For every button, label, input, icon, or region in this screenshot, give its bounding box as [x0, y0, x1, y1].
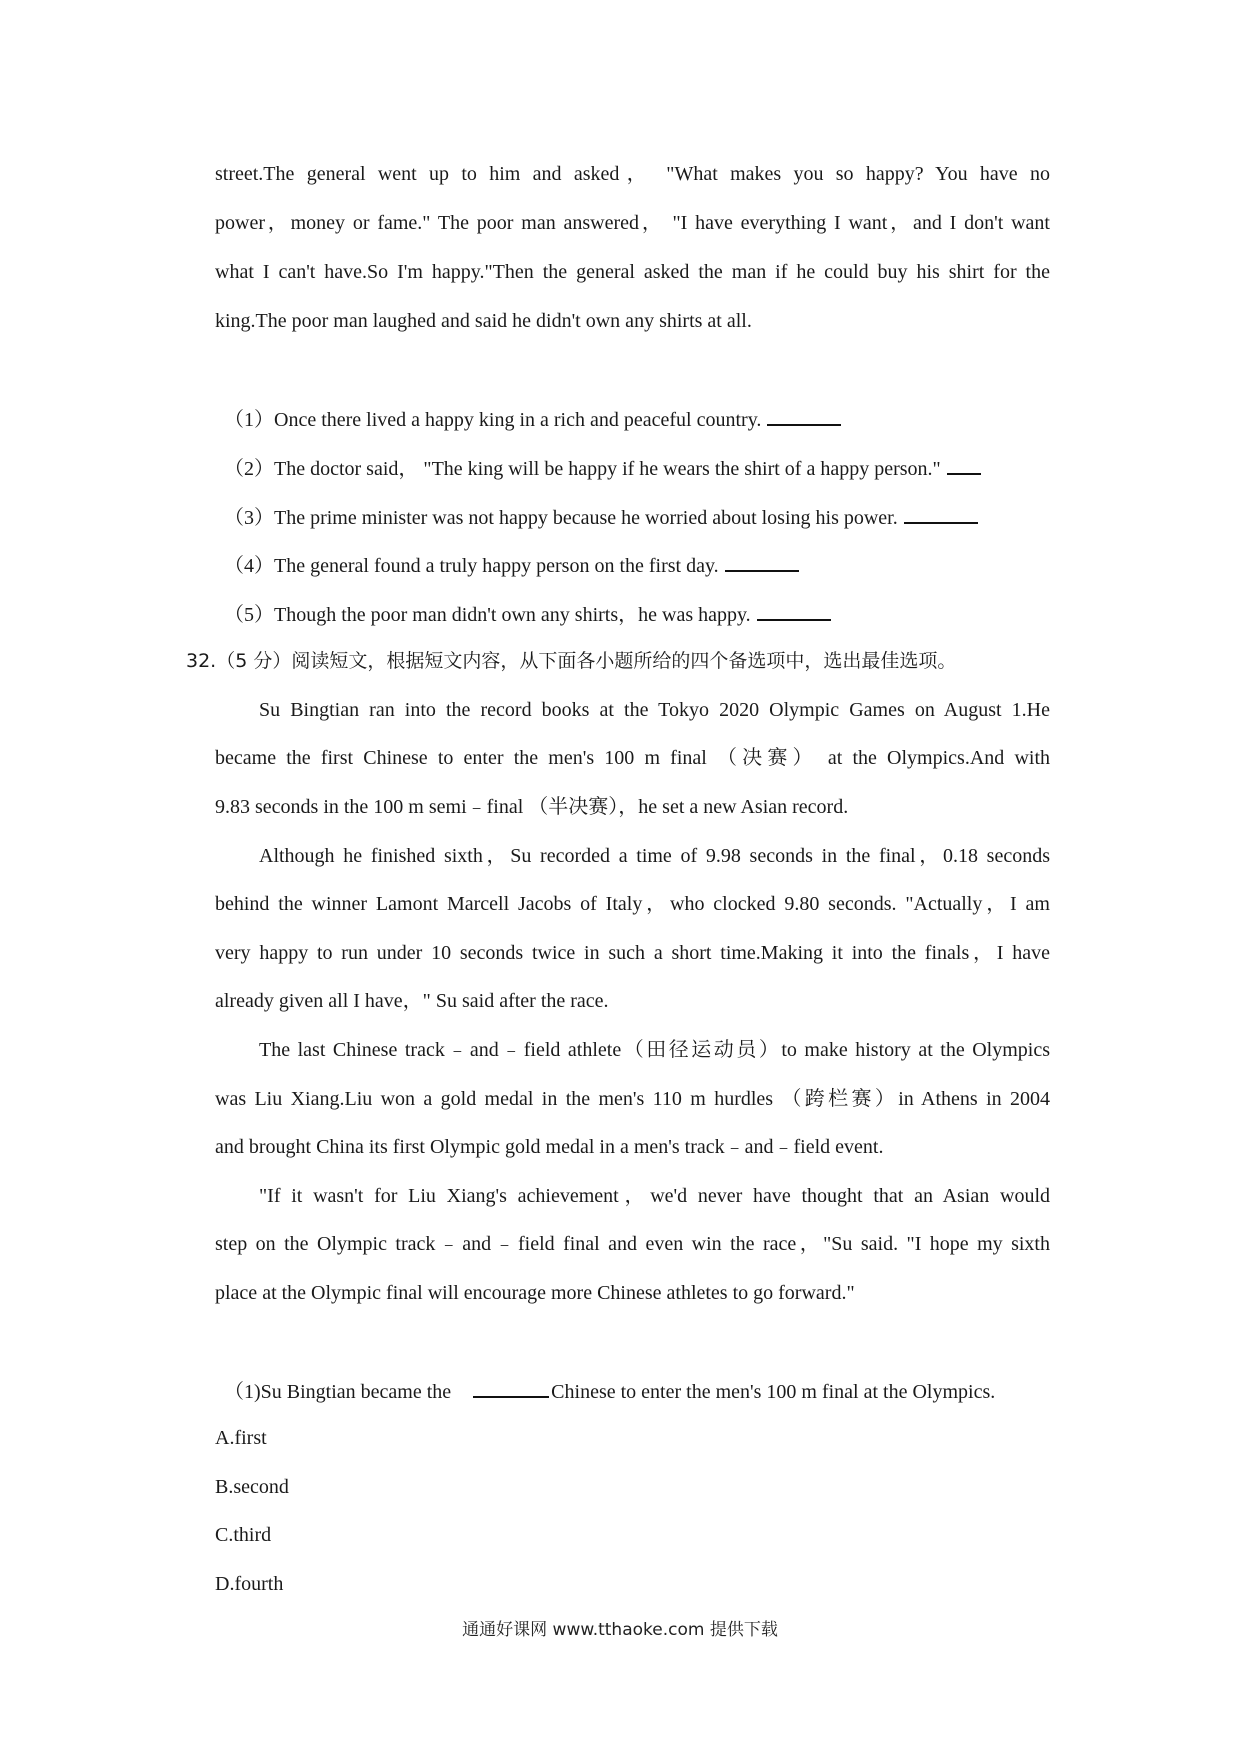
passage-line: became the first Chinese to enter the men's 100 m final （决赛） at the Olympics.And with	[215, 747, 1050, 769]
passage-line: Although he finished sixth，Su recorded a time of 9.98 seconds in the final，0.18 seconds	[259, 845, 1050, 867]
answer-blank[interactable]	[725, 552, 799, 572]
passage-line: king.The poor man laughed and said he didn't own any shirts at all.	[215, 310, 752, 332]
answer-blank[interactable]	[904, 504, 978, 524]
statement-text: （1）Once there lived a happy king in a rich and peaceful country.	[224, 409, 762, 431]
answer-blank[interactable]	[947, 455, 981, 475]
passage-line: power，money or fame." The poor man answered， "I have everything I want，and I don't want	[215, 212, 1050, 234]
sub-question	[224, 1378, 1050, 1404]
passage-line: street.The general went up to him and asked， "What makes you so happy? You have no	[215, 163, 1050, 185]
passage-line: step on the Olympic track﹣and﹣field final and even win the race，"Su said. "I hope my sixth	[215, 1233, 1050, 1255]
sub-question-text-before: （1)Su Bingtian became the	[224, 1381, 452, 1403]
statement-item	[224, 552, 1050, 578]
option-c[interactable]: C.third	[215, 1524, 272, 1546]
passage-line: Su Bingtian ran into the record books at the Tokyo 2020 Olympic Games on August 1.He	[259, 699, 1050, 721]
passage-line: already given all I have，" Su said after the race.	[215, 990, 609, 1012]
sub-question-text-after: Chinese to enter the men's 100 m final at the Olympics.	[551, 1381, 996, 1403]
statement-text: （3）The prime minister was not happy because he worried about losing his power.	[224, 507, 898, 529]
passage-line: was Liu Xiang.Liu won a gold medal in the men's 110 m hurdles （跨栏赛）in Athens in 2004	[215, 1088, 1050, 1110]
passage-line: place at the Olympic final will encourage more Chinese athletes to go forward."	[215, 1282, 855, 1304]
passage-line: behind the winner Lamont Marcell Jacobs of Italy，who clocked 9.80 seconds. "Actually，I am	[215, 893, 1050, 915]
passage-line: very happy to run under 10 seconds twice in such a short time.Making it into the finals，I have	[215, 942, 1050, 964]
passage-line: The last Chinese track﹣and﹣field athlete（田径运动员）to make history at the Olympics	[259, 1039, 1050, 1061]
question-header: 32.（5 分）阅读短文，根据短文内容，从下面各小题所给的四个备选项中，选出最佳选项。	[186, 650, 957, 672]
passage-line: 9.83 seconds in the 100 m semi﹣final （半决赛），he set a new Asian record.	[215, 796, 849, 818]
answer-blank[interactable]	[757, 601, 831, 621]
page-footer: 通通好课网 www.tthaoke.com 提供下载	[462, 1620, 778, 1640]
statement-item	[224, 601, 1050, 627]
statement-item	[224, 504, 1050, 530]
statement-text: （5）Though the poor man didn't own any shirts，he was happy.	[224, 604, 751, 626]
answer-blank[interactable]	[767, 406, 841, 426]
option-d[interactable]: D.fourth	[215, 1573, 284, 1595]
answer-blank[interactable]	[473, 1378, 549, 1398]
option-b[interactable]: B.second	[215, 1476, 289, 1498]
statement-text: （2）The doctor said， "The king will be happy if he wears the shirt of a happy person."	[224, 458, 941, 480]
passage-line: "If it wasn't for Liu Xiang's achievement，we'd never have thought that an Asian would	[259, 1185, 1050, 1207]
statement-item	[224, 455, 1050, 481]
passage-line: what I can't have.So I'm happy."Then the general asked the man if he could buy his shirt for the	[215, 261, 1050, 283]
statement-item	[224, 406, 1050, 432]
option-a[interactable]: A.first	[215, 1427, 267, 1449]
statement-text: （4）The general found a truly happy person on the first day.	[224, 555, 719, 577]
passage-line: and brought China its first Olympic gold medal in a men's track﹣and﹣field event.	[215, 1136, 884, 1158]
